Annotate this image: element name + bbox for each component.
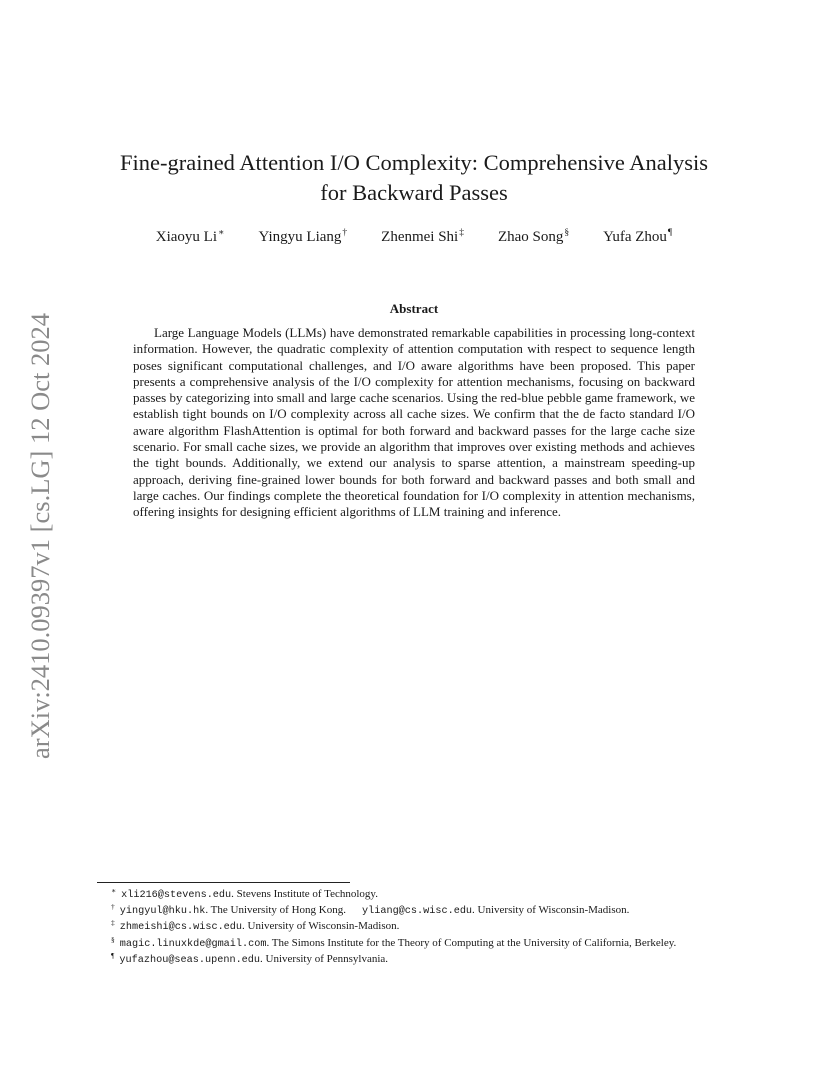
affiliation: . Stevens Institute of Technology. xyxy=(231,888,378,900)
author-xiaoyu-li: Xiaoyu Li∗ xyxy=(155,228,225,245)
affiliation: . University of Pennsylvania. xyxy=(260,952,389,965)
author-list xyxy=(80,227,748,249)
author-email[interactable]: xli216@stevens.edu xyxy=(121,890,232,901)
footnote-mark: ‡ xyxy=(111,918,115,928)
footnote-zhao-song xyxy=(97,936,737,952)
title-line-2: for Backward Passes xyxy=(320,180,508,205)
footnote-xiaoyu-li xyxy=(97,887,737,903)
affiliation: . University of Wisconsin-Madison. xyxy=(242,920,400,933)
author-email[interactable]: magic.linuxkde@gmail.com xyxy=(119,938,267,950)
author-mark: ¶ xyxy=(667,228,673,238)
author-yingyu-liang: Yingyu Liang† xyxy=(258,228,348,245)
affiliation: . The Simons Institute for the Theory of Computing at the University of California, Berkeley. xyxy=(266,936,677,949)
author-yufa-zhou: Yufa Zhou¶ xyxy=(603,228,673,245)
author-email[interactable]: zhmeishi@cs.wisc.edu xyxy=(119,922,243,934)
author-mark: § xyxy=(564,228,570,238)
affiliation: . The University of Hong Kong. xyxy=(205,904,346,917)
footnote-mark: † xyxy=(111,902,115,912)
footnote-zhenmei-shi xyxy=(97,919,737,935)
paper-title xyxy=(80,148,748,208)
author-mark: ∗ xyxy=(218,228,225,238)
footnote-divider xyxy=(97,882,350,883)
footnotes xyxy=(97,887,737,968)
footnote-yufa-zhou xyxy=(97,952,737,968)
footnote-mark: ¶ xyxy=(111,950,115,960)
author-zhenmei-shi: Zhenmei Shi‡ xyxy=(381,228,464,245)
abstract-heading: Abstract xyxy=(389,301,439,316)
author-mark: ‡ xyxy=(459,228,464,238)
author-email-secondary[interactable]: yliang@cs.wisc.edu xyxy=(362,906,473,918)
author-zhao-song: Zhao Song§ xyxy=(497,228,570,245)
footnote-mark: ∗ xyxy=(111,886,117,895)
author-mark: † xyxy=(342,228,348,238)
arxiv-identifier-stamp: arXiv:2410.09397v1 [cs.LG] 12 Oct 2024 xyxy=(25,313,55,760)
footnote-mark: § xyxy=(111,934,115,944)
footnote-yingyu-liang xyxy=(97,903,737,919)
author-email[interactable]: yingyul@hku.hk xyxy=(119,906,206,918)
abstract-body: Large Language Models (LLMs) have demonstrated remarkable capabilities in processing long-context information. However, the quadratic complexity of attention computation with respect to sequence length poses significant computational challenges, and I/O aware algorithms have been proposed. This paper presents a comprehensive analysis of the I/O complexity for attention mechanisms, focusing on backward passes by categorizing into small and large cache scenarios. Using the red-blue pebble game framework, we establish tight bounds on I/O complexity across all cache sizes. We confirm that the de facto standard I/O aware algorithm FlashAttention is optimal for both forward and backward passes for the large cache size scenario. For small cache sizes, we provide an algorithm that improves over existing methods and achieves the tight bounds. Additionally, we extend our analysis to sparse attention, a mainstream speeding-up approach, deriving fine-grained lower bounds for both forward and backward passes and both small and large caches. Our findings complete the theoretical foundation for I/O complexity in attention mechanisms, offering insights for designing efficient algorithms of LLM training and inference. xyxy=(133,325,695,520)
title-line-1: Fine-grained Attention I/O Complexity: Comprehensive Analysis xyxy=(119,150,709,175)
affiliation-secondary: . University of Wisconsin-Madison. xyxy=(472,904,630,917)
author-email[interactable]: yufazhou@seas.upenn.edu xyxy=(119,954,261,966)
